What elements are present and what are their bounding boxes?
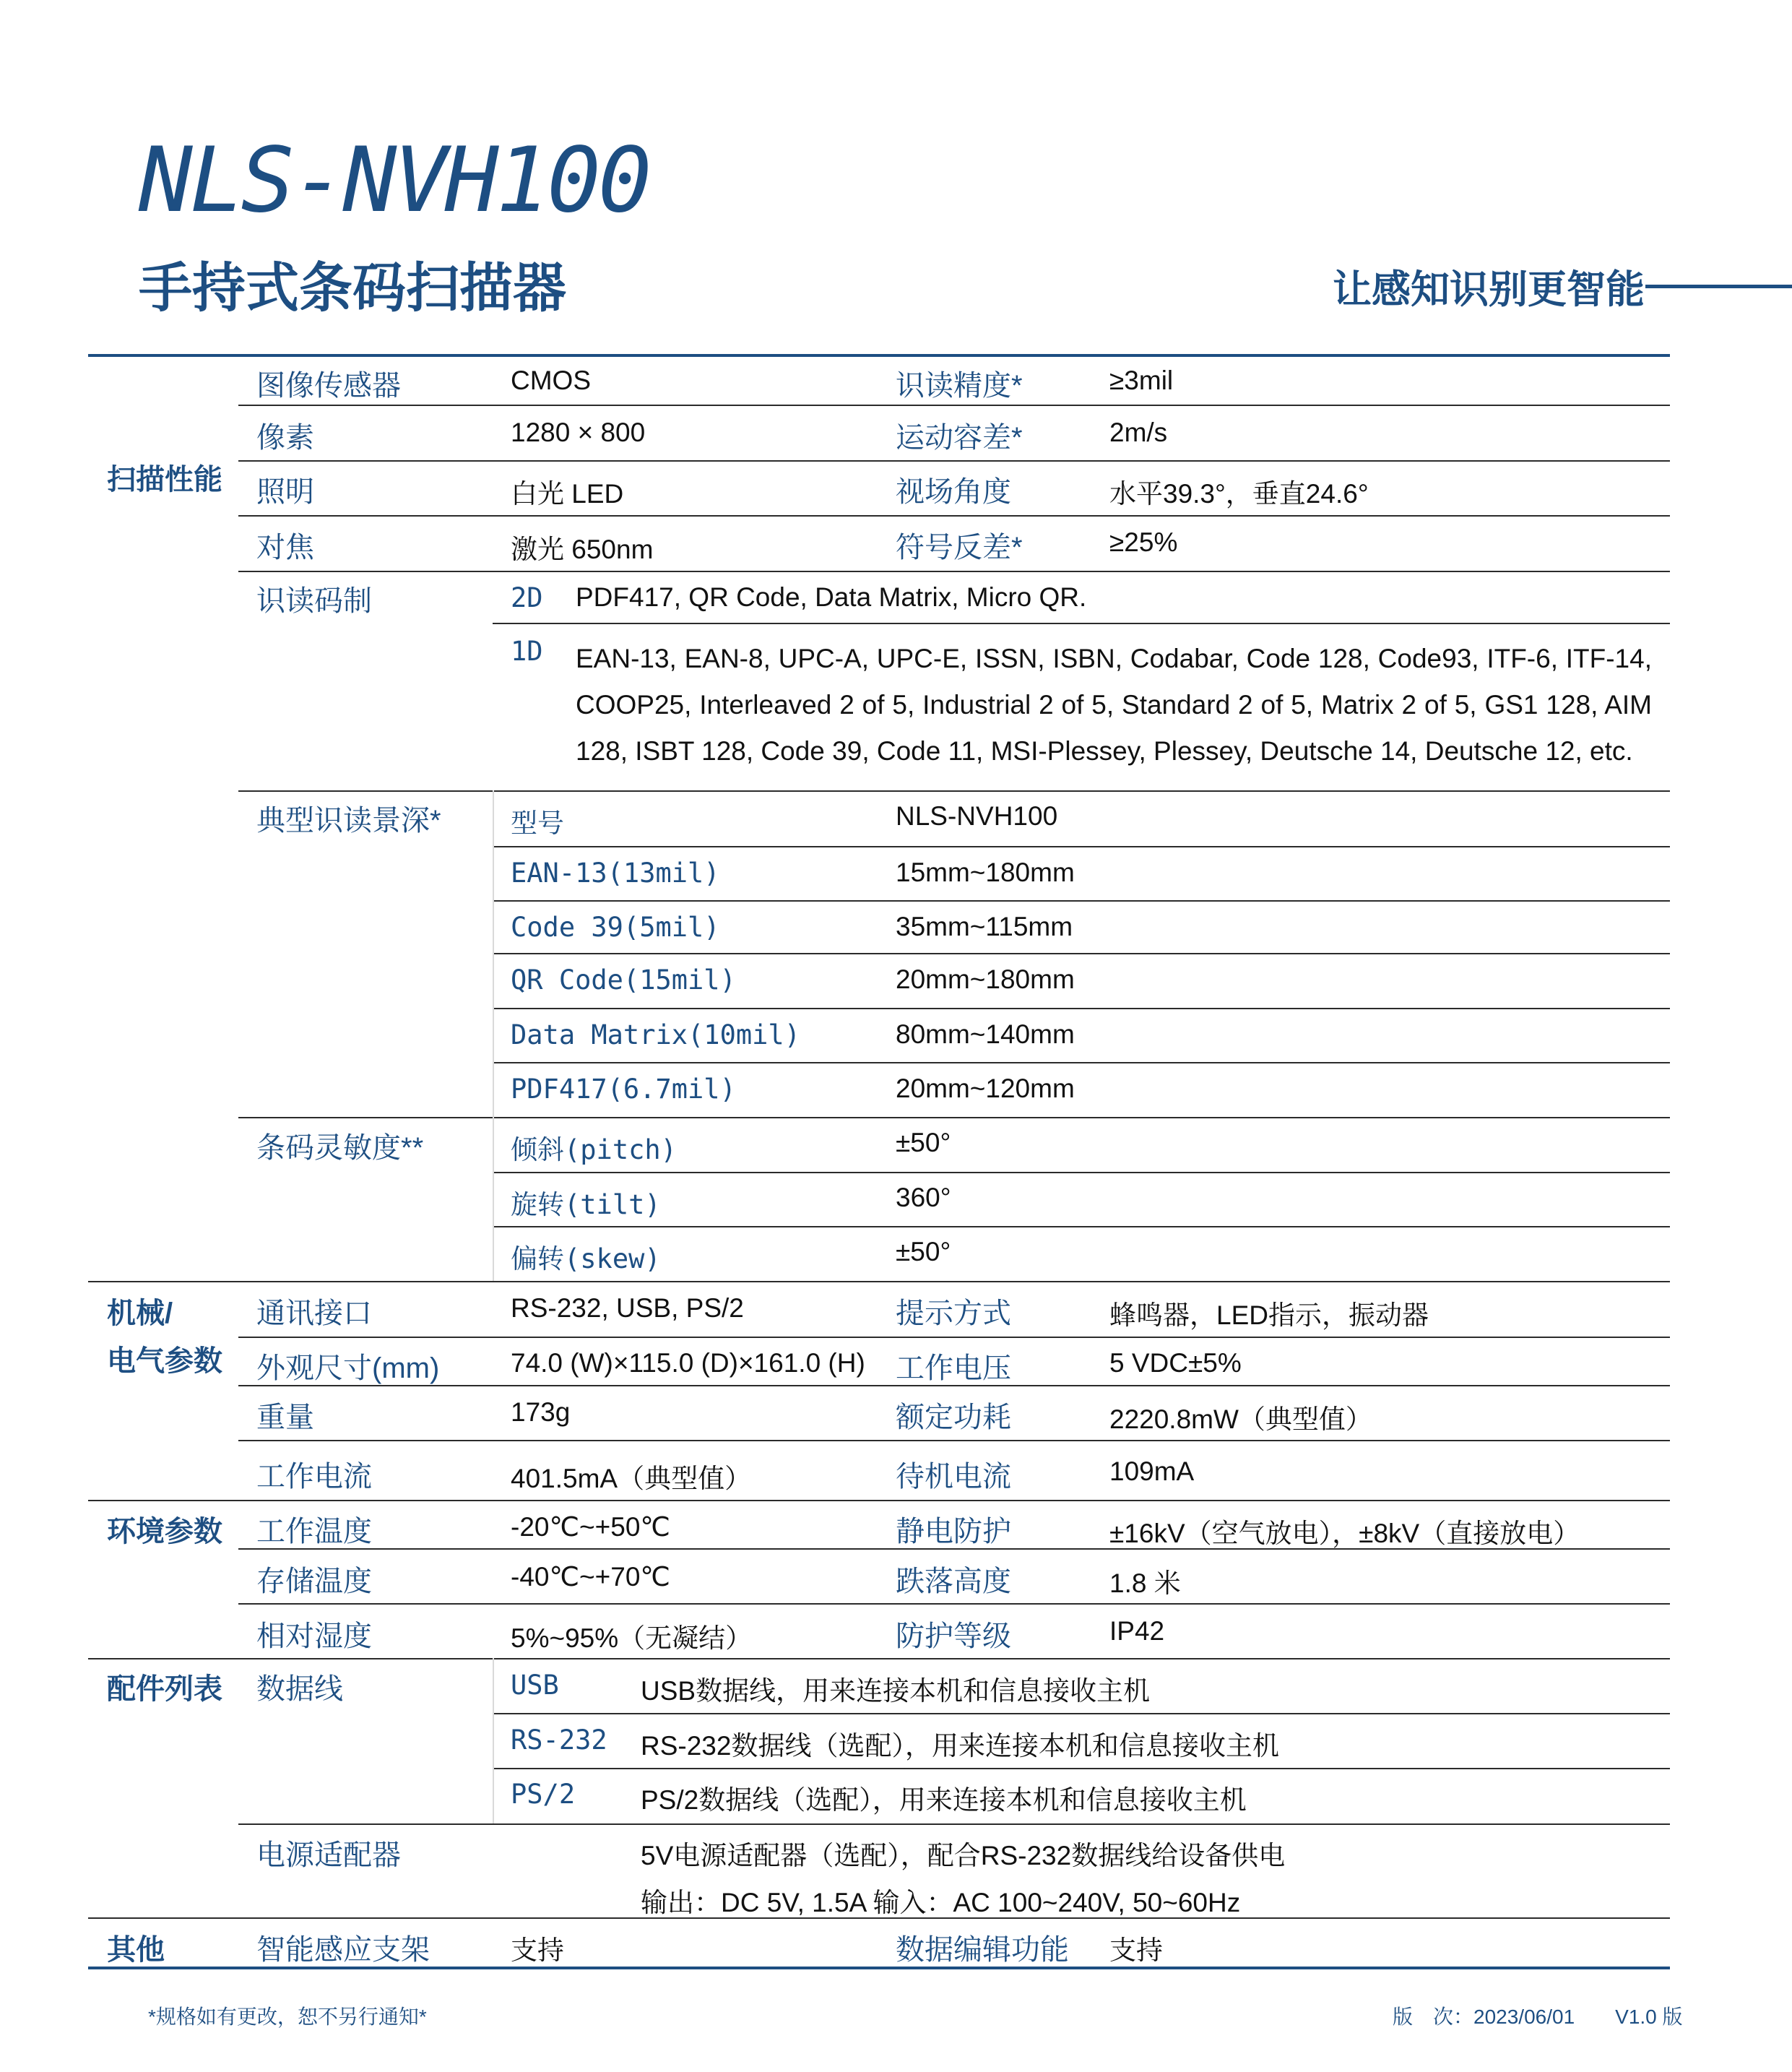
stand-label: 智能感应支架	[256, 1934, 430, 1966]
code-1d-tag: 1D	[511, 636, 543, 667]
storage-temp-value: -40℃~+70℃	[511, 1562, 670, 1592]
dof-key: EAN-13(13mil)	[511, 858, 720, 889]
cable-description: PS/2数据线（选配），用来连接本机和信息接收主机	[641, 1785, 1247, 1815]
row-divider	[238, 1117, 1670, 1118]
row-divider	[238, 1337, 1670, 1338]
cable-type: PS/2	[511, 1779, 576, 1810]
stand-value: 支持	[511, 1935, 564, 1965]
image-sensor-label: 图像传感器	[256, 370, 401, 402]
dof-key: Data Matrix(10mil)	[511, 1019, 800, 1050]
voltage-value: 5 VDC±5%	[1109, 1348, 1242, 1378]
humidity-value: 5%~95%（无凝结）	[511, 1623, 753, 1653]
aiming-value: 激光 650nm	[511, 535, 654, 564]
pixels-label: 像素	[256, 422, 314, 454]
dimensions-label: 外观尺寸(mm)	[256, 1352, 440, 1384]
cable-type: USB	[511, 1670, 559, 1701]
row-divider	[493, 623, 1670, 624]
row-divider	[238, 790, 1670, 792]
row-divider	[238, 1603, 1670, 1605]
row-divider	[493, 846, 1670, 847]
row-divider	[493, 1713, 1670, 1714]
motion-value: 2m/s	[1109, 418, 1168, 447]
cable-description: USB数据线，用来连接本机和信息接收主机	[641, 1676, 1151, 1706]
power-value: 2220.8mW（典型值）	[1109, 1404, 1372, 1434]
code-2d-list: PDF417, QR Code, Data Matrix, Micro QR.	[576, 582, 1087, 612]
slogan-divider	[1645, 285, 1792, 288]
voltage-label: 工作电压	[896, 1352, 1011, 1384]
symbologies-label: 识读码制	[256, 585, 372, 617]
row-divider	[238, 1823, 1670, 1825]
drop-value: 1.8 米	[1109, 1568, 1181, 1598]
precision-value: ≥3mil	[1109, 366, 1174, 395]
standby-label: 待机电流	[896, 1461, 1011, 1493]
precision-label: 识读精度*	[896, 370, 1023, 402]
row-divider	[238, 405, 1670, 406]
section-mech-line1: 机械/	[107, 1298, 173, 1329]
row-divider	[238, 571, 1670, 572]
section-divider	[88, 1658, 1670, 1659]
sensitivity-key: 偏转(skew)	[511, 1243, 661, 1274]
storage-temp-label: 存储温度	[256, 1566, 372, 1597]
sub-column-border	[493, 1658, 494, 1823]
current-label: 工作电流	[256, 1461, 372, 1493]
dof-value: 15mm~180mm	[896, 858, 1075, 887]
standby-value: 109mA	[1109, 1456, 1195, 1486]
product-type-subtitle: 手持式条码扫描器	[139, 258, 566, 318]
slogan: 让感知识别更智能	[1333, 268, 1645, 311]
sensitivity-value: ±50°	[896, 1237, 951, 1266]
image-sensor-value: CMOS	[511, 366, 591, 395]
footer-note: *规格如有更改，恕不另行通知*	[148, 2006, 427, 2028]
editing-value: 支持	[1109, 1935, 1163, 1965]
adapter-label: 电源适配器	[256, 1839, 401, 1871]
current-value: 401.5mA（典型值）	[511, 1464, 752, 1493]
section-mech-line2: 电气参数	[107, 1345, 222, 1377]
dof-value: 20mm~180mm	[896, 964, 1075, 994]
weight-label: 重量	[256, 1402, 314, 1433]
dof-value: NLS-NVH100	[896, 801, 1058, 831]
esd-label: 静电防护	[896, 1516, 1011, 1547]
interface-label: 通讯接口	[256, 1298, 372, 1329]
power-label: 额定功耗	[896, 1402, 1011, 1433]
sub-column-border	[493, 1117, 494, 1281]
illumination-label: 照明	[256, 476, 314, 508]
row-divider	[493, 1226, 1670, 1227]
adapter-line2: 输出：DC 5V, 1.5A 输入：AC 100~240V, 50~60Hz	[641, 1888, 1241, 1917]
row-divider	[493, 900, 1670, 902]
product-model-title: NLS-NVH100	[139, 129, 649, 233]
fov-label: 视场角度	[896, 476, 1011, 508]
aiming-label: 对焦	[256, 532, 314, 564]
sensitivity-key: 旋转(tilt)	[511, 1189, 661, 1220]
contrast-label: 符号反差*	[896, 532, 1023, 564]
sensitivity-key: 倾斜(pitch)	[511, 1134, 677, 1165]
ip-label: 防护等级	[896, 1620, 1011, 1652]
code-2d-tag: 2D	[511, 582, 543, 613]
dof-value: 80mm~140mm	[896, 1019, 1075, 1049]
pixels-value: 1280 × 800	[511, 418, 646, 447]
dof-value: 20mm~120mm	[896, 1074, 1075, 1103]
footer-version: 版 次：2023/06/01 V1.0 版	[1393, 2006, 1683, 2028]
cable-type: RS-232	[511, 1724, 607, 1756]
row-divider	[238, 515, 1670, 517]
row-divider	[493, 1062, 1670, 1063]
drop-label: 跌落高度	[896, 1566, 1011, 1597]
op-temp-value: -20℃~+50℃	[511, 1512, 670, 1542]
section-accessories: 配件列表	[107, 1673, 222, 1705]
section-divider	[88, 1281, 1670, 1282]
row-divider	[238, 1440, 1670, 1441]
sub-column-border	[493, 790, 494, 1117]
dof-value: 35mm~115mm	[896, 912, 1073, 941]
ip-value: IP42	[1109, 1616, 1165, 1646]
dof-key: QR Code(15mil)	[511, 964, 736, 996]
adapter-line1: 5V电源适配器（选配），配合RS-232数据线给设备供电	[641, 1841, 1286, 1870]
esd-value: ±16kV（空气放电），±8kV（直接放电）	[1109, 1519, 1580, 1548]
row-divider	[238, 460, 1670, 462]
sensitivity-label: 条码灵敏度**	[256, 1132, 424, 1164]
sensitivity-value: ±50°	[896, 1128, 951, 1157]
dof-label: 典型识读景深*	[256, 805, 441, 837]
fov-value: 水平39.3°，垂直24.6°	[1109, 479, 1369, 509]
row-divider	[493, 953, 1670, 954]
section-divider	[88, 1500, 1670, 1501]
indicator-label: 提示方式	[896, 1298, 1011, 1329]
weight-value: 173g	[511, 1397, 571, 1427]
indicator-value: 蜂鸣器，LED指示，振动器	[1109, 1300, 1429, 1330]
section-environment: 环境参数	[107, 1516, 222, 1547]
table-top-rule	[88, 354, 1670, 357]
dimensions-value: 74.0 (W)×115.0 (D)×161.0 (H)	[511, 1348, 865, 1378]
row-divider	[493, 1008, 1670, 1009]
illumination-value: 白光 LED	[511, 479, 624, 509]
interface-value: RS-232, USB, PS/2	[511, 1293, 744, 1323]
row-divider	[493, 1768, 1670, 1769]
dof-key: 型号	[511, 808, 564, 839]
code-1d-list: EAN-13, EAN-8, UPC-A, UPC-E, ISSN, ISBN, Codabar, Code 128, Code93, ITF-6, ITF-14, COOP25, Interleaved 2 of 5, Industrial 2 of 5, Standard 2 of 5, Matrix 2 of 5, GS1 128, AIM 128, ISBT 128, Code 39, Code 11, MSI-Plessey, Plessey, Deutsche 14, Deutsche 12, etc.	[576, 644, 1652, 766]
dof-key: PDF417(6.7mil)	[511, 1074, 736, 1105]
cable-label: 数据线	[256, 1673, 343, 1705]
section-scan-performance: 扫描性能	[107, 464, 222, 496]
humidity-label: 相对湿度	[256, 1620, 372, 1652]
op-temp-label: 工作温度	[256, 1516, 372, 1547]
row-divider	[493, 1172, 1670, 1173]
contrast-value: ≥25%	[1109, 527, 1178, 557]
cable-description: RS-232数据线（选配），用来连接本机和信息接收主机	[641, 1731, 1279, 1761]
motion-label: 运动容差*	[896, 422, 1023, 454]
editing-label: 数据编辑功能	[896, 1934, 1069, 1966]
sensitivity-value: 360°	[896, 1183, 951, 1212]
dof-key: Code 39(5mil)	[511, 912, 720, 943]
section-other: 其他	[107, 1934, 165, 1966]
